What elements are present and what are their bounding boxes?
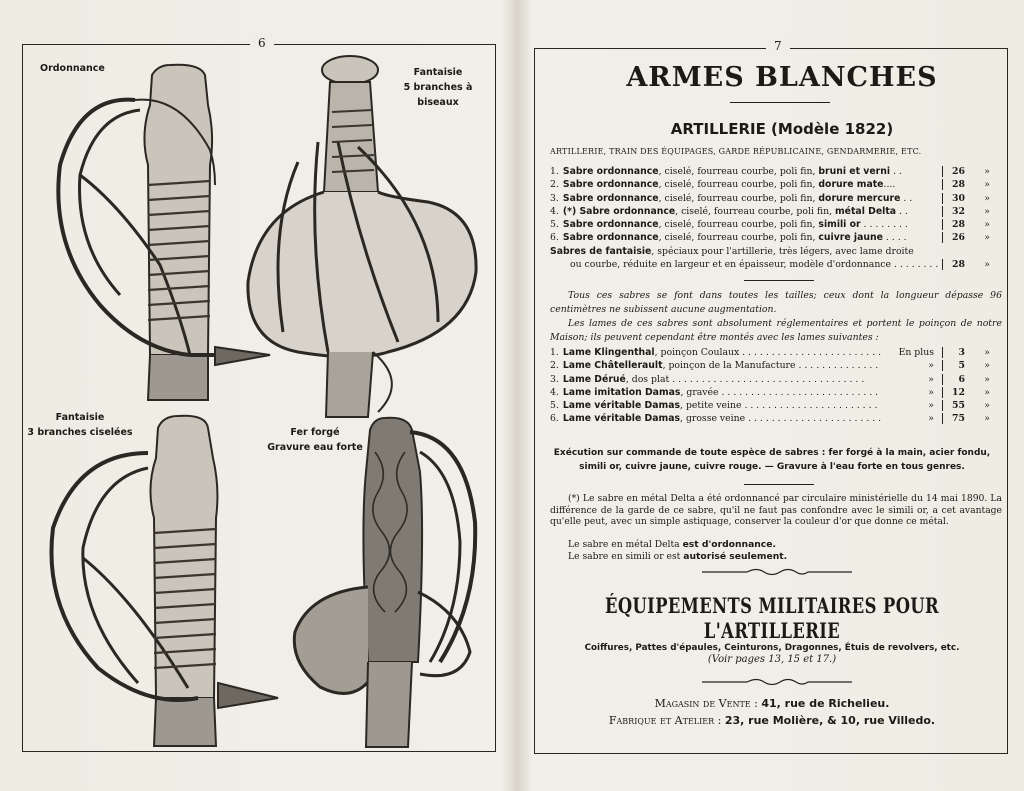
list-item xyxy=(550,400,990,413)
item-price: 32 xyxy=(942,206,968,217)
item-number: 4. xyxy=(550,386,559,398)
item-number: 3. xyxy=(550,373,559,385)
note-text: Le sabre en métal Delta xyxy=(568,539,683,550)
note-delta: (*) Le sabre en métal Delta a été ordonnancé par circulaire ministérielle du 14 mai 1890. La différence de la garde de ce sabre, qu'il ne faut pas confondre avec le simili or, a cet avantage qu'elle peut, avec un simple astiquage, conserver la couleur d'or que donne ce métal. xyxy=(550,493,1002,527)
sword-fantaisie-5-branches-illustration xyxy=(238,52,483,422)
item-qualifier: En plus xyxy=(898,347,934,358)
list-item xyxy=(550,374,990,387)
item-finish: cuivre jaune xyxy=(818,232,883,244)
item-desc: , poinçon Coulaux . . . . . . . . . . . . . . . . . . . . . . . . xyxy=(654,347,882,358)
sabres-price-list xyxy=(550,166,990,246)
item-leader: .... xyxy=(883,179,896,191)
list-item xyxy=(550,166,990,179)
fabrique-address: Fabrique et Atelier : 23, rue Molière, & 10, rue Villedo. xyxy=(608,714,936,727)
caption-line: Gravure eau forte xyxy=(267,442,363,453)
item-name: Lame imitation Damas xyxy=(562,386,681,398)
item-price: 5 xyxy=(942,360,968,371)
address-value: 41, rue de Richelieu. xyxy=(761,697,890,710)
item-unit: » xyxy=(984,166,990,177)
list-item xyxy=(550,179,990,192)
item-price: 28 xyxy=(942,219,968,230)
section-subtitle: ARTILLERIE (Modèle 1822) xyxy=(670,120,894,138)
item-price: 28 xyxy=(942,259,968,270)
item-number: 6. xyxy=(550,232,559,244)
list-item xyxy=(550,206,990,219)
caption-line: Fantaisie xyxy=(55,412,105,423)
item-desc: , ciselé, fourreau courbe, poli fin, xyxy=(658,219,819,231)
item-price: 28 xyxy=(942,179,968,190)
note-sizes: Tous ces sabres se font dans toutes les tailles; ceux dont la longueur dépasse 96 centimètres ne subissent aucune augmentation. xyxy=(550,290,1002,315)
item-price: 26 xyxy=(942,232,968,243)
item-number: 3. xyxy=(550,192,559,204)
item-qualifier: » xyxy=(928,360,934,372)
item-price: 6 xyxy=(942,374,968,385)
sword-fantaisie-3-branches-illustration xyxy=(38,408,283,748)
note-delta-ordonnance xyxy=(550,539,1020,551)
right-page xyxy=(512,0,1024,791)
item-name: Lame Dérué xyxy=(562,373,626,385)
note-text: Le sabre en simili or est xyxy=(568,551,684,562)
list-item xyxy=(550,219,990,232)
item-name: Sabre ordonnance xyxy=(562,179,659,191)
item-desc: , dos plat . . . . . . . . . . . . . . . . . . . . . . . . . . . . . . . . . xyxy=(625,373,865,385)
item-price: 75 xyxy=(942,413,968,424)
item-unit: » xyxy=(984,373,990,385)
item-price: 3 xyxy=(942,347,968,358)
list-item xyxy=(550,387,990,400)
item-price: 55 xyxy=(942,400,968,411)
divider xyxy=(744,280,814,281)
item-number: 2. xyxy=(550,179,559,191)
address-value: 23, rue Molière, & 10, rue Villedo. xyxy=(724,714,936,727)
item-number: 6. xyxy=(550,413,559,425)
item-qualifier: » xyxy=(928,373,934,385)
caption-line: biseaux xyxy=(417,97,459,108)
execution-line-1: Exécution sur commande de toute espèce de sabres : fer forgé à la main, acier fondu, xyxy=(553,448,991,458)
caption-line: Fantaisie xyxy=(413,67,463,78)
item-desc: , poinçon de la Manufacture . . . . . . . . . . . . . . xyxy=(662,360,879,372)
item-unit: » xyxy=(984,400,990,412)
item-desc: ou courbe, réduite en largeur et en épaisseur, modèle d'ordonnance . . . . . . . . xyxy=(570,259,939,271)
item-desc: , spéciaux pour l'artillerie, très légers, avec lame droite xyxy=(651,246,914,257)
item-unit: » xyxy=(984,179,990,191)
item-name: Lame véritable Damas xyxy=(562,413,681,425)
item-number: 2. xyxy=(550,360,559,372)
item-leader: . . xyxy=(896,205,908,217)
list-item xyxy=(550,193,990,206)
item-name: Lame véritable Damas xyxy=(562,400,681,412)
ornament-divider-icon xyxy=(702,677,852,687)
equipements-list: Coiffures, Pattes d'épaules, Ceinturons, Dragonnes, Étuis de revolvers, etc. xyxy=(584,643,960,653)
magasin-address: Magasin de Vente : 41, rue de Richelieu. xyxy=(654,697,890,710)
sabres-fantaisie-entry xyxy=(550,246,990,273)
right-page-number: 7 xyxy=(766,39,790,53)
item-unit: » xyxy=(984,232,990,244)
item-name: (*) Sabre ordonnance xyxy=(562,205,676,217)
lames-price-list xyxy=(550,347,990,427)
item-number: 1. xyxy=(550,166,559,177)
list-item xyxy=(550,413,990,426)
item-qualifier: » xyxy=(928,386,934,398)
equipements-title: ÉQUIPEMENTS MILITAIRES POUR L'ARTILLERIE xyxy=(604,593,940,643)
item-name: Sabres de fantaisie xyxy=(550,246,652,257)
item-leader: . . . . . . . . xyxy=(860,219,908,231)
item-unit: » xyxy=(984,386,990,398)
item-price: 12 xyxy=(942,387,968,398)
ornament-divider-icon xyxy=(702,567,852,577)
item-leader: . . . . xyxy=(882,232,907,244)
note-emphasis: est d'ordonnance. xyxy=(682,539,776,550)
list-item xyxy=(550,360,990,373)
item-finish: dorure mercure xyxy=(818,192,901,204)
caption-line: Fer forgé xyxy=(290,427,340,438)
list-item xyxy=(550,347,990,360)
item-number: 5. xyxy=(550,400,559,412)
item-price: 30 xyxy=(942,193,968,204)
item-unit: » xyxy=(984,413,990,425)
item-desc: , ciselé, fourreau courbe, poli fin, xyxy=(675,205,835,217)
sword-fer-forge-illustration xyxy=(290,412,485,750)
item-unit: » xyxy=(984,360,990,372)
equipements-reference: (Voir pages 13, 15 et 17.) xyxy=(707,654,837,665)
item-qualifier: » xyxy=(928,413,934,425)
caption-line: 5 branches à xyxy=(403,82,473,93)
left-page-number: 6 xyxy=(250,36,274,50)
item-desc: , ciselé, fourreau courbe, poli fin, xyxy=(658,179,819,191)
caption-line: 3 branches ciselées xyxy=(27,427,133,438)
item-unit: » xyxy=(984,205,990,217)
item-finish: simili or xyxy=(818,219,861,231)
caption-ordonnance: Ordonnance xyxy=(40,63,105,74)
item-price: 26 xyxy=(942,166,968,177)
item-name: Sabre ordonnance xyxy=(562,192,659,204)
list-item xyxy=(550,232,990,245)
item-unit: » xyxy=(984,219,990,231)
item-desc: , grosse veine . . . . . . . . . . . . . . . . . . . . . . . xyxy=(680,413,882,425)
item-unit: » xyxy=(984,192,990,204)
item-finish: bruni et verni xyxy=(818,166,891,177)
item-desc: , ciselé, fourreau courbe, poli fin, xyxy=(658,232,819,244)
address-label: Magasin de Vente xyxy=(654,697,751,710)
address-label: Fabrique et Atelier xyxy=(608,714,715,727)
item-desc: , ciselé, fourreau courbe, poli fin, xyxy=(658,166,819,177)
item-qualifier: » xyxy=(928,400,934,412)
page-title: ARMES BLANCHES xyxy=(626,62,938,93)
item-desc: , ciselé, fourreau courbe, poli fin, xyxy=(658,192,819,204)
item-unit: » xyxy=(984,347,990,358)
item-desc: , petite veine . . . . . . . . . . . . . . . . . . . . . . . xyxy=(680,400,878,412)
item-leader: . . xyxy=(890,166,902,177)
item-finish: métal Delta xyxy=(835,205,897,217)
section-categories: ARTILLERIE, TRAIN DES ÉQUIPAGES, GARDE RÉPUBLICAINE, GENDARMERIE, ETC. xyxy=(550,147,922,156)
item-finish: dorure mate xyxy=(818,179,884,191)
item-name: Sabre ordonnance xyxy=(562,166,659,177)
note-lames: Les lames de ces sabres sont absolument réglementaires et portent le poinçon de notre Maison; ils peuvent cependant être montés avec les lames suivantes : xyxy=(550,318,1002,343)
item-name: Lame Châtellerault xyxy=(562,360,663,372)
item-leader: . . xyxy=(900,192,913,204)
item-name: Sabre ordonnance xyxy=(562,219,659,231)
note-simili-autorise xyxy=(550,551,1020,563)
item-number: 4. xyxy=(550,205,559,217)
execution-line-2: simili or, cuivre jaune, cuivre rouge. — Gravure à l'eau forte en tous genres. xyxy=(579,462,965,472)
divider xyxy=(744,484,814,485)
item-name: Lame Klingenthal xyxy=(562,347,655,358)
item-number: 5. xyxy=(550,219,559,231)
item-unit: » xyxy=(984,259,990,271)
note-emphasis: autorisé seulement. xyxy=(683,551,788,562)
item-desc: , gravée . . . . . . . . . . . . . . . . . . . . . . . . . . . xyxy=(680,386,879,398)
list-item xyxy=(550,259,990,272)
item-number: 1. xyxy=(550,347,559,358)
list-item xyxy=(550,246,990,259)
title-rule xyxy=(730,102,830,103)
item-name: Sabre ordonnance xyxy=(562,232,659,244)
